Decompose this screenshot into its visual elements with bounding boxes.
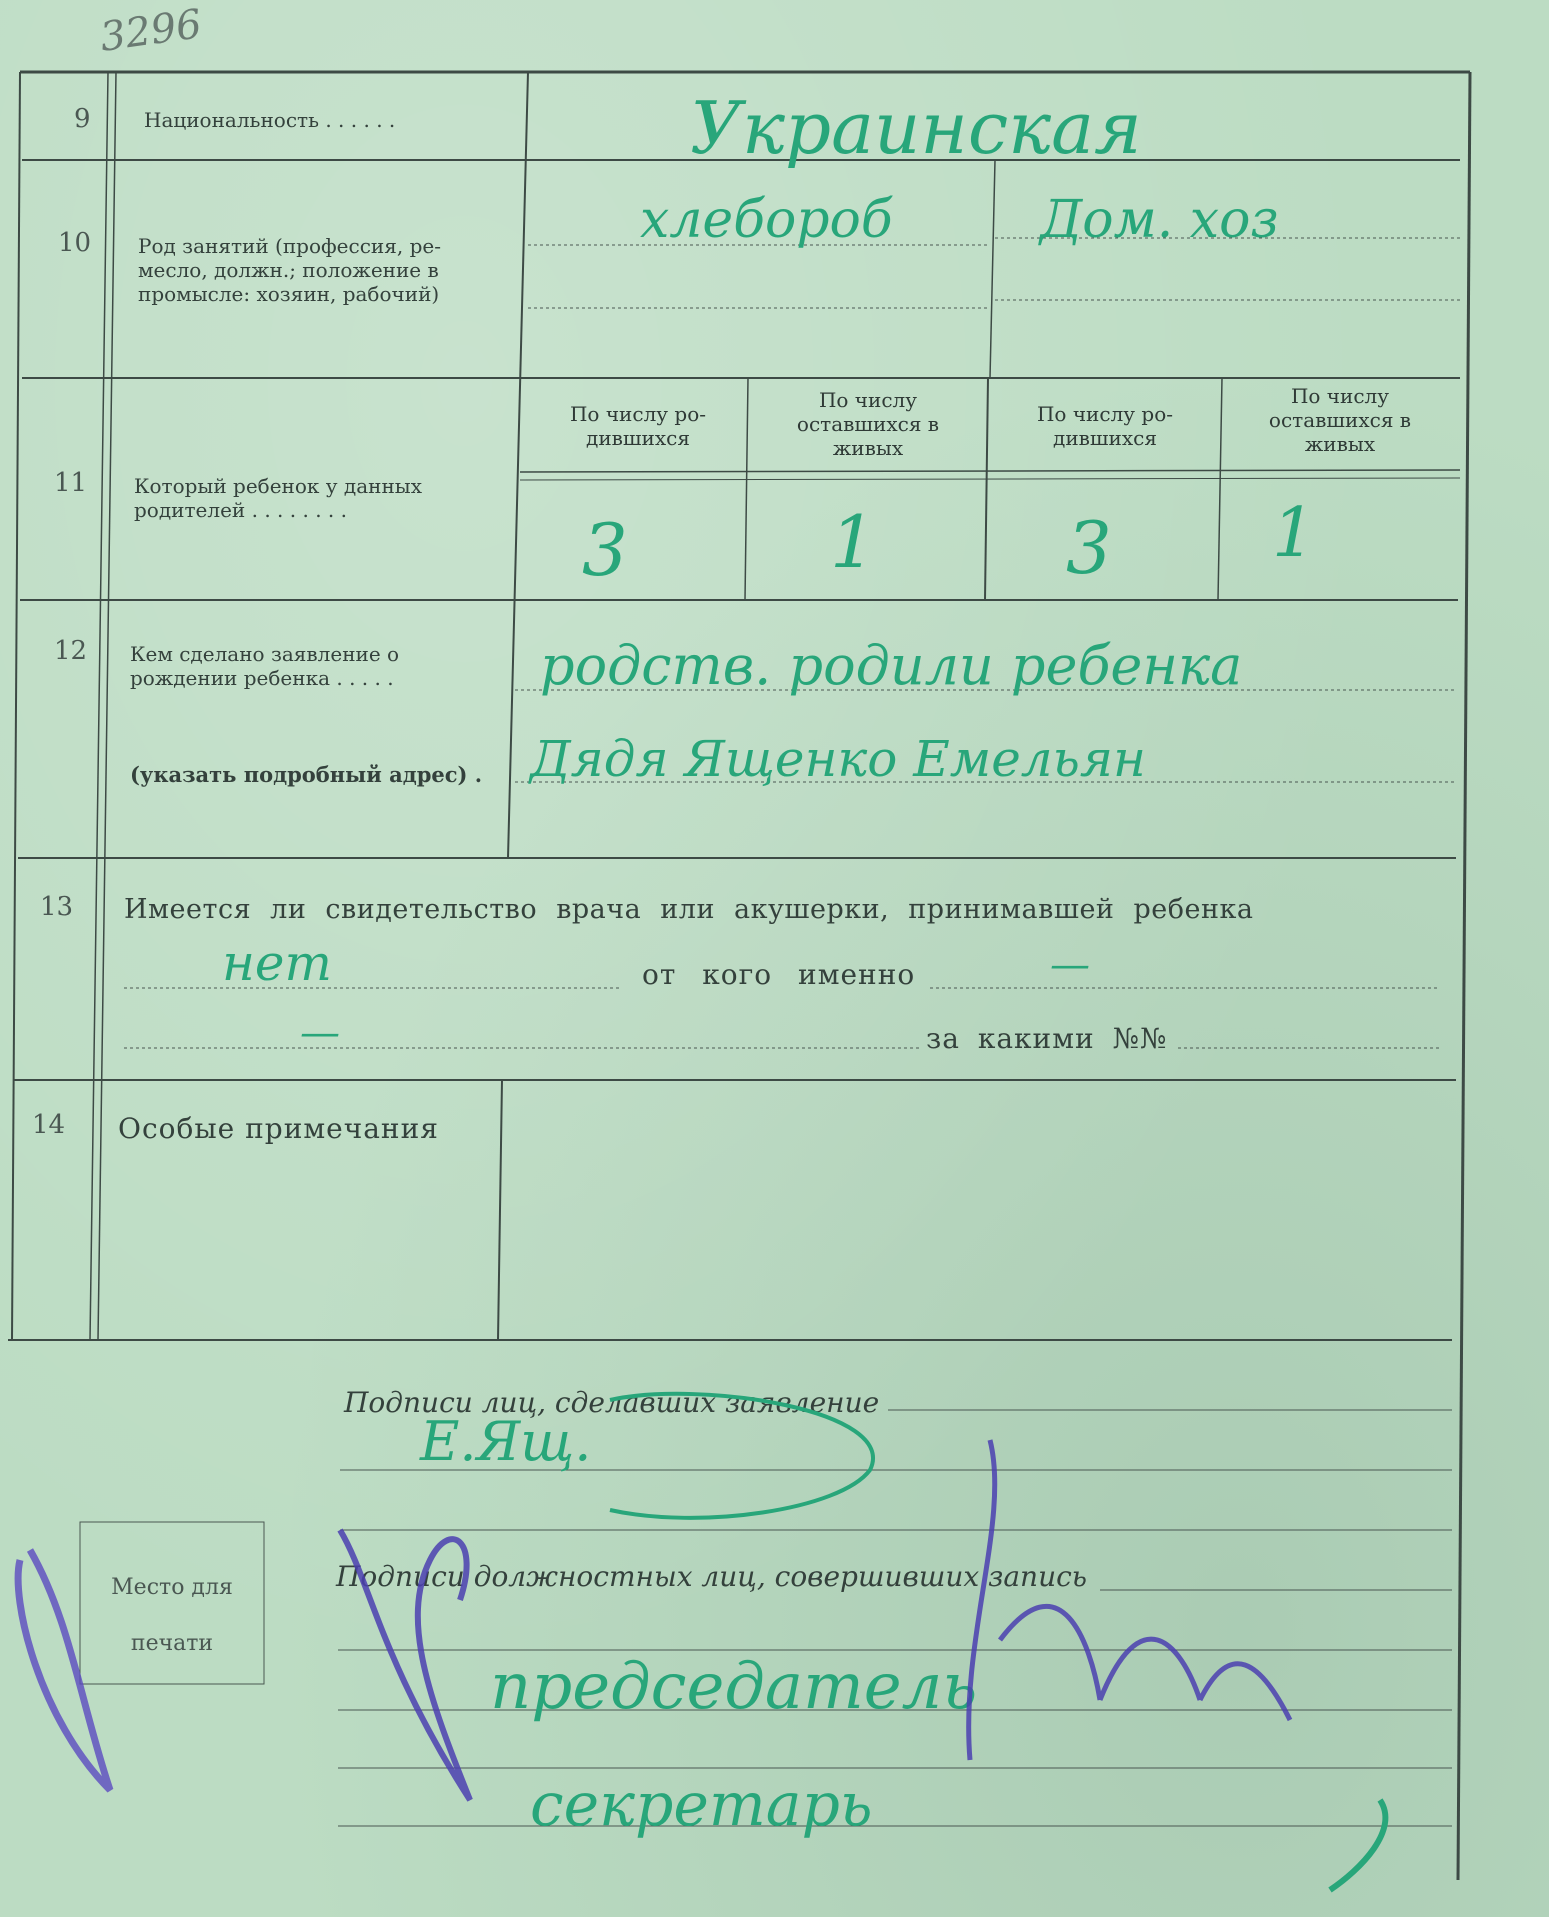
row-11-col-1-header (528, 402, 748, 450)
row-13-number: 13 (40, 892, 74, 922)
official-signature-line-1: председатель (490, 1650, 978, 1724)
row-9-number: 9 (74, 104, 91, 134)
row-11-col-4-header (1222, 384, 1458, 456)
seal-placeholder (80, 1560, 264, 1672)
row-11-label-line: родителей . . . . . . . . (134, 498, 347, 522)
row-12-value-line-1: родств. родили ребенка (540, 634, 1243, 697)
row-14-number: 14 (32, 1110, 66, 1140)
row-11-col-3-header (990, 402, 1220, 450)
row-12-value-line-2: Дядя Ященко Емельян (530, 730, 1146, 788)
row-12-label-line: Кем сделано заявление о (130, 642, 400, 666)
row-11-number: 11 (54, 468, 88, 498)
row-11-col-3-value: 3 (1066, 506, 1112, 590)
applicant-signature: Е.Ящ. (420, 1410, 592, 1473)
row-12-number: 12 (54, 636, 88, 666)
row-9-label: Национальность . . . . . . (144, 108, 396, 132)
corner-pencil-mark: 3296 (97, 1, 205, 61)
row-10-label-line: промысле: хозяин, рабочий) (138, 282, 440, 306)
header-line: По числу ро- (569, 402, 707, 426)
header-line: оставшихся в (796, 412, 940, 436)
row-13-dash-from-whom: — (1050, 942, 1090, 988)
row-11-col-4-value: 1 (1272, 494, 1316, 573)
row-13-from-whom-label: от кого именно (642, 958, 916, 991)
row-10-value-mother: Дом. хоз (1040, 190, 1279, 250)
row-11-col-2-header (750, 388, 986, 460)
row-10-value-father: хлебороб (640, 190, 893, 250)
header-line: живых (1304, 432, 1376, 456)
row-13-dash-numbers: — (300, 1010, 340, 1056)
row-10-label (138, 234, 441, 306)
row-10-label-line: Род занятий (профессия, ре- (138, 234, 441, 258)
header-line: живых (832, 436, 904, 460)
row-10-number: 10 (58, 228, 92, 258)
row-13-answer: нет (222, 934, 332, 992)
header-line: По числу (818, 388, 918, 412)
row-14-label: Особые примечания (118, 1112, 439, 1145)
header-line: дившихся (586, 426, 690, 450)
header-line: По числу ро- (1036, 402, 1174, 426)
row-12-label (130, 642, 399, 690)
header-line: дившихся (1053, 426, 1157, 450)
row-11-col-2-value: 1 (830, 500, 876, 584)
seal-placeholder-line: Место для (111, 1575, 233, 1600)
official-signature-line-2: секретарь (530, 1770, 873, 1840)
row-11-label (134, 474, 422, 522)
row-11-label-line: Который ребенок у данных (134, 474, 422, 498)
row-11-col-1-value: 3 (582, 508, 628, 592)
header-line: оставшихся в (1268, 408, 1412, 432)
row-13-question: Имеется ли свидетельство врача или акушерки, принимавшей ребенка (124, 894, 1254, 925)
row-12-label-line: рождении ребенка . . . . . (130, 666, 394, 690)
seal-placeholder-line: печати (130, 1631, 214, 1656)
row-10-label-line: месло, должн.; положение в (138, 258, 439, 282)
row-13-numbers-label: за какими №№ (926, 1022, 1168, 1055)
row-9-value: Украинская (690, 86, 1142, 170)
header-line: По числу (1290, 384, 1390, 408)
officials-signature-label: Подписи должностных лиц, совершивших запись (336, 1560, 1088, 1593)
applicants-signature-label: Подписи лиц, сделавших заявление (344, 1386, 880, 1419)
row-12-address-label: (указать подробный адрес) . (130, 762, 483, 787)
